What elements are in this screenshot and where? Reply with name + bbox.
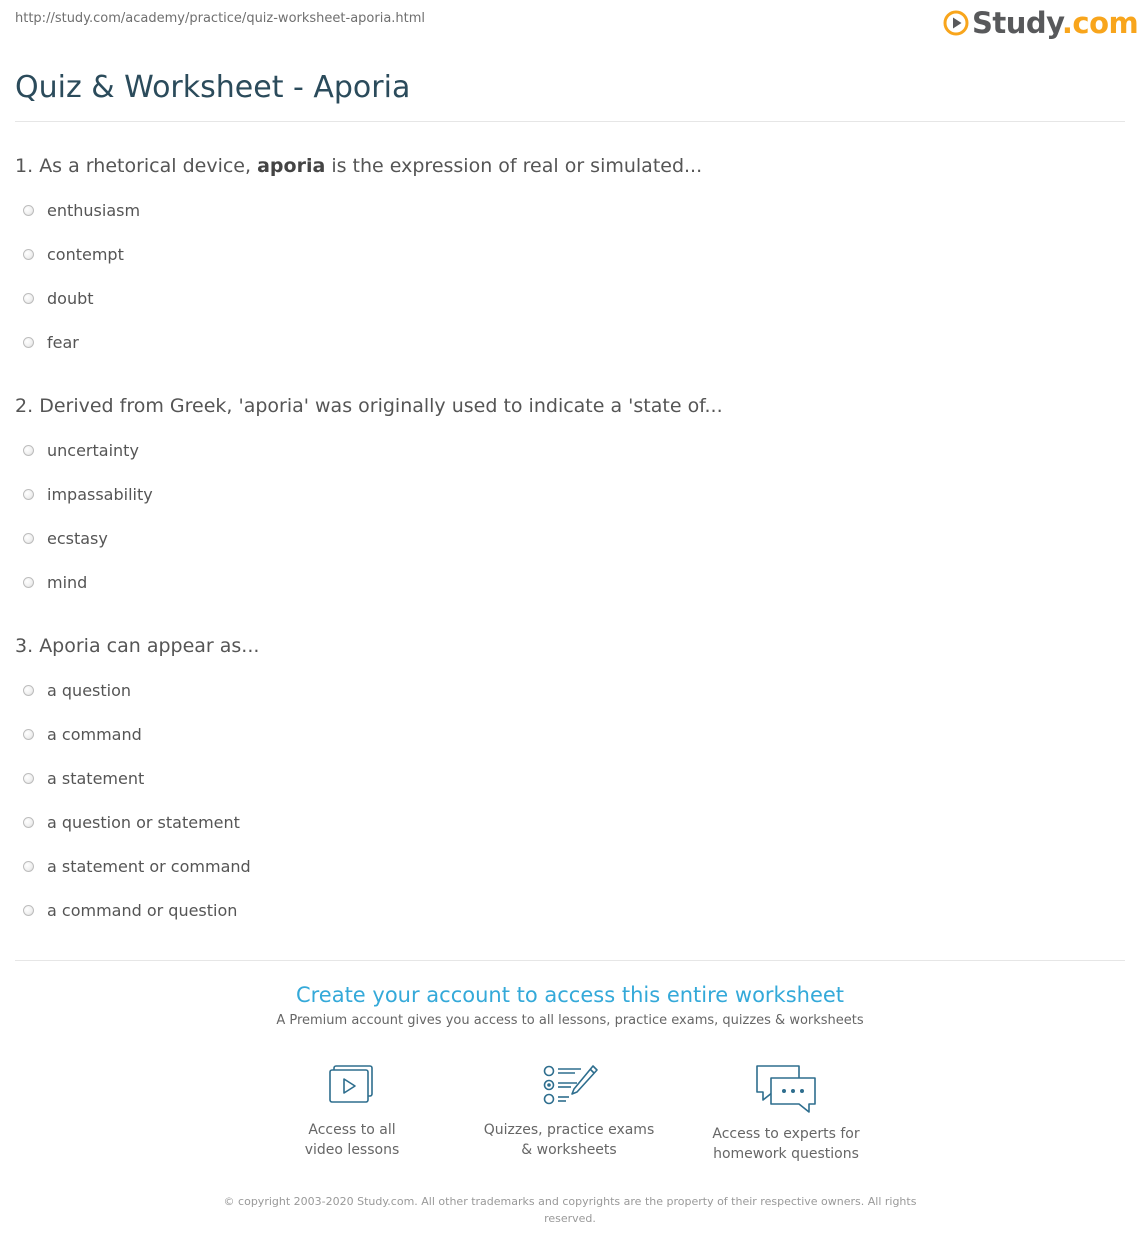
answer-option[interactable]: a statement (23, 768, 144, 788)
answer-option[interactable]: fear (23, 332, 79, 352)
radio-button[interactable] (23, 685, 34, 696)
answer-option[interactable]: a question or statement (23, 812, 240, 832)
radio-button[interactable] (23, 905, 34, 916)
answer-option[interactable]: contempt (23, 244, 124, 264)
answer-option[interactable]: a question (23, 680, 131, 700)
question-1: 1. As a rhetorical device, aporia is the expression of real or simulated... (15, 155, 703, 177)
radio-button[interactable] (23, 817, 34, 828)
feature-quizzes (459, 1062, 679, 1160)
cta-subtitle: A Premium account gives you access to all lessons, practice exams, quizzes & worksheets (276, 1013, 864, 1028)
answer-option[interactable]: a command (23, 724, 142, 744)
radio-button[interactable] (23, 293, 34, 304)
answer-option[interactable]: mind (23, 572, 87, 592)
feature-label: Quizzes, practice exams & worksheets (483, 1122, 655, 1158)
quiz-checklist-icon (539, 1062, 599, 1110)
radio-button[interactable] (23, 533, 34, 544)
answer-option[interactable]: ecstasy (23, 528, 108, 548)
play-circle-icon (943, 10, 969, 36)
answer-option[interactable]: impassability (23, 484, 153, 504)
study-logo[interactable] (943, 6, 1138, 40)
answer-option[interactable]: a command or question (23, 900, 237, 920)
radio-button[interactable] (23, 445, 34, 456)
radio-button[interactable] (23, 773, 34, 784)
copyright-notice: © copyright 2003-2020 Study.com. All other trademarks and copyrights are the property of their respective owners. All rights reserved. (223, 1195, 917, 1225)
answer-option[interactable]: uncertainty (23, 440, 139, 460)
page-title: Quiz & Worksheet - Aporia (15, 70, 411, 105)
cta-title-link[interactable]: Create your account to access this entire worksheet (295, 983, 845, 1007)
answer-option[interactable]: enthusiasm (23, 200, 140, 220)
radio-button[interactable] (23, 577, 34, 588)
chat-bubbles-icon (753, 1062, 819, 1114)
answer-option[interactable]: doubt (23, 288, 94, 308)
radio-button[interactable] (23, 249, 34, 260)
radio-button[interactable] (23, 337, 34, 348)
logo-text: Study.com (972, 6, 1139, 40)
divider (15, 960, 1125, 961)
radio-button[interactable] (23, 729, 34, 740)
radio-button[interactable] (23, 205, 34, 216)
divider (15, 121, 1125, 122)
question-3: 3. Aporia can appear as... (15, 635, 260, 657)
radio-button[interactable] (23, 489, 34, 500)
page-url: http://study.com/academy/practice/quiz-worksheet-aporia.html (15, 11, 426, 26)
feature-label: Access to experts for homework questions (712, 1126, 860, 1162)
answer-option[interactable]: a statement or command (23, 856, 251, 876)
feature-video-lessons (242, 1062, 462, 1160)
question-2: 2. Derived from Greek, 'aporia' was originally used to indicate a 'state of... (15, 395, 723, 417)
feature-experts (676, 1062, 896, 1164)
video-lesson-icon (324, 1062, 380, 1110)
radio-button[interactable] (23, 861, 34, 872)
feature-label: Access to all video lessons (304, 1122, 400, 1158)
